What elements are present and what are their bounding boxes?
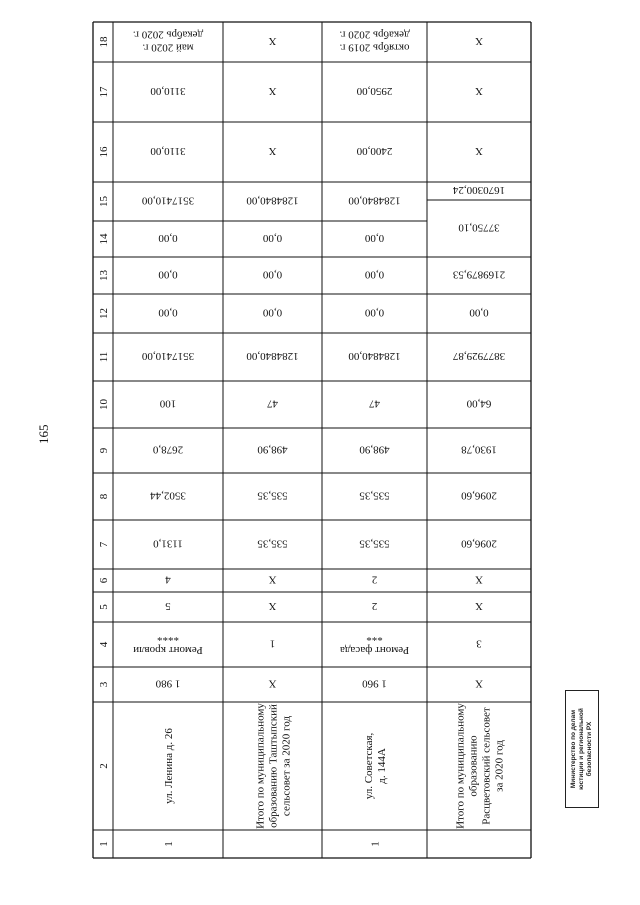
cell-row1-c12-line: 0,00 <box>262 306 283 319</box>
cell-row2-c2-line: д. 144А <box>376 748 388 784</box>
cell-row3-c2 <box>455 703 506 829</box>
cell-row0-c13 <box>158 269 178 281</box>
cell-row0-c9 <box>152 444 183 456</box>
column-number-8: 8 <box>98 493 110 500</box>
cell-row2-c13 <box>364 269 384 281</box>
cell-row3-c6 <box>475 574 483 586</box>
cell-row3-c12-line: 0,00 <box>469 306 489 319</box>
column-number-10: 10 <box>98 399 110 410</box>
cell-row2-c5 <box>372 600 378 612</box>
cell-row2-c3-line: 1 960 <box>362 677 387 690</box>
cell-row3-c10 <box>466 398 491 410</box>
cell-row2-c1-line: 1 <box>369 841 382 847</box>
stamp-line: безопасности РХ <box>586 721 593 777</box>
cell-row1-c15-line: 1284840,00 <box>246 194 299 207</box>
cell-row3-c11 <box>452 350 505 362</box>
cell-row3-c10-line: 64,00 <box>466 397 492 410</box>
cell-row2-c1 <box>370 841 382 847</box>
cell-row2-c12 <box>364 307 384 319</box>
cell-row0-c16-line: 3110,00 <box>150 145 186 157</box>
cell-row0-c18-line: декабрь 2020 г. <box>132 28 204 41</box>
cell-row0-c5 <box>165 600 171 612</box>
cell-row2-c17-line: 2950,00 <box>356 85 393 97</box>
cell-row1-c18 <box>268 35 276 47</box>
stamp-line: Министерство по делам <box>570 709 577 789</box>
cell-row1-c17-line: X <box>268 85 277 97</box>
cell-row3-c2-line: образованию <box>467 735 480 797</box>
cell-row0-c12 <box>158 307 178 319</box>
cell-row0-c13-line: 0,00 <box>158 268 178 281</box>
cell-row3-c12 <box>469 307 489 319</box>
cell-row3-c16 <box>475 145 483 157</box>
cell-row3-c15 <box>452 184 505 196</box>
column-number-18: 18 <box>98 36 110 48</box>
cell-row2-c4-line: *** <box>366 631 383 643</box>
cell-row2-c18-line: октябрь 2019 г. <box>339 41 410 54</box>
cell-row1-c2-line: Итого по муниципальному <box>254 703 267 829</box>
cell-row0-c3 <box>155 678 180 690</box>
cell-row2-c16-line: 2400,00 <box>356 145 393 157</box>
cell-row1-c13 <box>262 269 282 281</box>
cell-row2-c2 <box>363 732 388 799</box>
cell-row3-c9-line: 1930,78 <box>461 443 497 456</box>
cell-row2-c9 <box>359 444 390 456</box>
cell-row0-c4-line: Ремонт кровли <box>133 644 203 656</box>
cell-row1-c10 <box>267 398 279 410</box>
cell-row2-c7-line: 535,35 <box>359 537 390 550</box>
column-number-6: 6 <box>98 577 110 584</box>
cell-row0-c15 <box>141 195 194 207</box>
cell-row2-c9-line: 498,90 <box>359 443 390 456</box>
column-number-7: 7 <box>98 541 110 548</box>
cell-row0-c11 <box>141 350 194 362</box>
cell-row3-c18-line: X <box>475 35 483 47</box>
cell-row3-c11-line: 3877929,87 <box>452 350 506 362</box>
cell-row0-c17 <box>150 85 186 97</box>
stamp-line: юстиции и региональной <box>578 708 585 790</box>
cell-row3-c7-line: 2096,60 <box>461 537 497 550</box>
cell-row2-c12-line: 0,00 <box>364 306 385 319</box>
cell-row1-c4 <box>270 638 276 650</box>
cell-row0-c6 <box>165 574 171 586</box>
cell-row0-c15-line: 3517410,00 <box>141 194 195 207</box>
cell-row1-c12 <box>262 307 282 319</box>
cell-row3-c3 <box>475 678 483 690</box>
cell-row3-c5 <box>475 600 483 612</box>
cell-row1-c5 <box>268 600 276 612</box>
cell-row3-c4 <box>476 638 482 650</box>
column-number-9: 9 <box>98 447 110 454</box>
cell-row2-c3 <box>362 678 387 690</box>
cell-row2-c17 <box>356 85 392 97</box>
cell-row2-c8-line: 535,35 <box>359 489 390 502</box>
cell-row1-c7 <box>257 538 288 550</box>
cell-row2-c14-line: 0,00 <box>364 232 385 244</box>
cell-row1-c6-line: X <box>268 573 277 586</box>
cell-row1-c2-line: сельсовет за 2020 год <box>280 715 293 817</box>
cell-row1-c15 <box>246 195 299 207</box>
cell-row2-c18 <box>339 29 409 54</box>
cell-row2-c16 <box>356 145 392 157</box>
cell-row2-c4 <box>340 631 409 656</box>
cell-row1-c6 <box>268 574 276 586</box>
cell-row0-c12-line: 0,00 <box>158 306 178 319</box>
cell-row3-c7 <box>461 538 497 550</box>
column-number-3: 3 <box>98 681 110 688</box>
column-number-1: 1 <box>98 841 110 847</box>
cell-row2-c15-line: 1284840,00 <box>348 194 401 207</box>
cell-row3-c9 <box>461 444 497 456</box>
cell-row1-c13-line: 0,00 <box>262 268 283 281</box>
cell-row1-c5-line: X <box>268 600 277 612</box>
cell-row2-c13-line: 0,00 <box>364 268 385 281</box>
cell-row2-c6-line: 2 <box>371 573 378 586</box>
cell-row0-c17-line: 3110,00 <box>150 85 186 97</box>
cell-row0-c4-line: **** <box>157 631 179 643</box>
column-number-11: 11 <box>98 351 110 363</box>
cell-row1-c17 <box>268 85 276 97</box>
cell-row3-c2-line: Расцветовский сельсовет <box>480 707 493 825</box>
cell-row3-c5-line: X <box>475 600 483 612</box>
cell-row2-c15 <box>348 195 401 207</box>
cell-row3-c13 <box>452 269 505 281</box>
cell-row0-c18-line: май 2020 г. <box>142 41 194 54</box>
cell-row0-c11-line: 3517410,00 <box>141 350 195 362</box>
cell-row1-c9 <box>257 444 288 456</box>
ministry-stamp <box>565 690 599 808</box>
page-number: 165 <box>36 424 51 444</box>
cell-row1-c8-line: 535,35 <box>257 489 288 502</box>
cell-row2-c7 <box>359 538 390 550</box>
cell-row0-c8 <box>150 490 186 502</box>
cell-row1-c4-line: 1 <box>269 637 276 650</box>
cell-row0-c8-line: 3502,44 <box>150 489 186 502</box>
cell-row3-c8-line: 2096,60 <box>461 489 497 502</box>
cell-row3-c3-line: X <box>475 677 483 690</box>
column-number-4: 4 <box>98 641 110 648</box>
column-number-17: 17 <box>98 86 110 98</box>
cell-row0-c7 <box>153 538 183 550</box>
cell-row0-c10-line: 100 <box>159 397 177 410</box>
cell-row2-c10 <box>369 398 381 410</box>
cell-row2-c6 <box>372 574 378 586</box>
column-number-12: 12 <box>98 308 110 319</box>
cell-row3-c4-line: 3 <box>476 637 482 650</box>
cell-row0-c2 <box>163 728 175 804</box>
cell-row3-c15-line: 1670300,24 <box>452 184 506 196</box>
cell-row0-c2-line: ул. Ленина д. 26 <box>163 728 175 804</box>
stamp-text <box>570 694 594 804</box>
cell-row3-c2-line: Итого по муниципальному <box>454 703 467 829</box>
cell-row1-c2-line: образованию Таштыпский <box>267 704 280 828</box>
cell-row3-c18 <box>475 35 483 47</box>
column-number-16: 16 <box>98 146 110 158</box>
cell-row0-c9-line: 2678,0 <box>152 443 184 456</box>
cell-row3-c17 <box>475 85 483 97</box>
cell-row1-c10-line: 47 <box>267 397 278 410</box>
cell-row2-c11 <box>348 350 401 362</box>
column-number-15: 15 <box>98 196 110 207</box>
column-number-2: 2 <box>98 763 110 769</box>
cell-row3-c6-line: X <box>475 573 483 586</box>
cell-row0-c10 <box>159 398 176 410</box>
cell-row3-c8 <box>461 490 497 502</box>
cell-row1-c2 <box>255 703 293 829</box>
cell-row0-c1-line: 1 <box>163 841 175 847</box>
column-number-13: 13 <box>98 270 110 281</box>
cell-row1-c14 <box>262 232 282 244</box>
cell-row1-c16-line: X <box>268 145 277 157</box>
cell-row3-c16-line: X <box>475 145 483 157</box>
cell-row1-c18-line: X <box>268 35 277 47</box>
cell-row1-c9-line: 498,90 <box>257 443 288 456</box>
cell-row0-c6-line: 4 <box>165 573 171 586</box>
cell-row0-c16 <box>150 145 186 157</box>
cell-row2-c2-line: ул. Советская, <box>363 732 375 800</box>
cell-row3-c17-line: X <box>475 85 483 97</box>
cell-row1-c3 <box>268 678 276 690</box>
cell-row2-c8 <box>359 490 390 502</box>
cell-row0-c5-line: 5 <box>165 600 171 612</box>
cell-row1-c14-line: 0,00 <box>262 232 283 244</box>
cell-row0-c4 <box>133 631 203 656</box>
cell-row3-c14-c15 <box>458 222 500 234</box>
cell-row3-c2-line: за 2020 год <box>493 740 506 792</box>
cell-row1-c8 <box>257 490 288 502</box>
cell-row1-c3-line: X <box>268 677 277 690</box>
cell-row0-c1 <box>163 841 175 847</box>
cell-row1-c11-line: 1284840,00 <box>246 350 299 362</box>
cell-row3-c13-line: 2169879,53 <box>452 268 506 281</box>
cell-row1-c11 <box>246 350 299 362</box>
cell-row1-c16 <box>268 145 276 157</box>
column-number-14: 14 <box>98 233 110 245</box>
cell-row2-c4-line: Ремонт фасада <box>339 644 410 656</box>
cell-row2-c11-line: 1284840,00 <box>348 350 401 362</box>
cell-row2-c5-line: 2 <box>371 600 378 612</box>
cell-row0-c3-line: 1 980 <box>155 677 181 690</box>
cell-row3-c14-c15-line: 37750,10 <box>458 221 500 234</box>
column-number-5: 5 <box>98 604 110 610</box>
cell-row0-c18 <box>133 29 203 54</box>
cell-row0-c7-line: 1131,0 <box>153 537 183 550</box>
cell-row2-c14 <box>364 232 384 244</box>
cell-row2-c18-line: декабрь 2020 г. <box>339 28 410 41</box>
cell-row1-c7-line: 535,35 <box>257 537 288 550</box>
cell-row0-c14 <box>158 232 178 244</box>
cell-row0-c14-line: 0,00 <box>158 232 178 244</box>
cell-row2-c10-line: 47 <box>369 397 380 410</box>
